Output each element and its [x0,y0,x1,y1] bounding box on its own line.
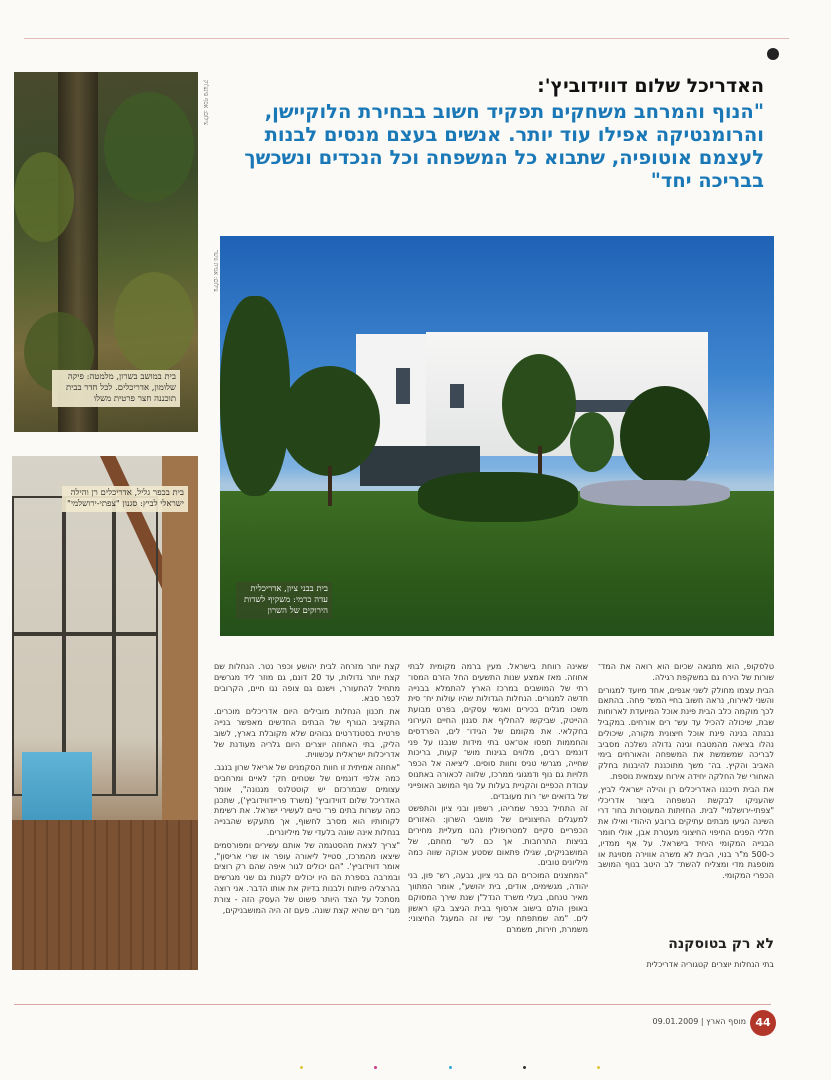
paragraph: "צריך לצאת מהסטגמה של אותם עשירים ומפורסמים שיצאו מהמרכז, סטייל ליאורה עופר או שרי אריסון", אומר דווידוביץ'. "הם יכולים לגור איפה שהם רק רוצים ובמרבה בספרת הם היו יכולים לקנות גם שני מגרשים בהרצליה פיתוח ולבנות בדיוק את אותו הדבר. אני רוצה מסתכל על הצד היותר פשוט של העסק הזה - צורת מגו־ רים שהיא קצת שונה. פעם זה היה המושבניקים, [214,840,400,915]
interior-photo [12,456,198,970]
tree [502,354,576,454]
paragraph: קצת יותר מזרחה לבית יהושע וכפר נטר. הנחלות שם קצת יותר גדולות, עד 20 דונם, גם מוזר ליד מגרשים מתחיל להתעורר, וישנם גם צופה נגו חיים, הקרובים לכפר סבא. [214,662,400,704]
main-house-photo [220,236,774,636]
bottom-rule [14,1004,771,1005]
lavender-bed [580,480,730,506]
registration-dot [597,1066,600,1069]
window-transom [12,632,158,636]
tree [570,412,614,472]
hedge [418,472,578,522]
tree [280,366,380,476]
house-window [396,368,410,404]
registration-dot [300,1066,303,1069]
headline-byline: האדריכל שלום דווידוביץ': [537,75,764,97]
section-subhead: לא רק בטוסקנה [668,936,774,952]
main-photo-caption: בית בבני ציון, אדריכלית עדה כרמי: משקיף לשדות הירוקים של השרון [236,582,332,619]
house-window [450,384,464,408]
body-column-right-continued [598,960,774,974]
body-column-right [598,662,774,944]
paragraph: את תכנון הנחלות מובילים היום אדריכלים מוכרים. התקציב הגורף של הבתים החדשים מאפשר בנייה פרטית בסטנדרטים גבוהים שלא מקובלת בארץ, לשוב הליק, בתי האחוזה יוצרים היום גלריה מעודנת של אדריכלות ישראלית עכשווית. [214,707,400,760]
paragraph: טלסקופ, הוא מתגאה שכיום הוא רואה את המד־ שורות של הירח גם במשקפת רגילה. [598,662,774,682]
foliage [104,92,194,202]
tree-stem [328,466,332,506]
paragraph: "המחצנים המוכרים הם בני ציון, גבעה, רש־ פון, בני יהודה, מגשימים, אודים, בית יהושע", אומר המתווך מאיר טנחם, בעלי משרד הנדל"ן שנת שירך המסוקם באופן הולם בישוב ארסוף בבית הגיצב בקו ראשון לים. "מה שמתפתח עכ־ שיו זה המעגל החיצוני: משמרת, חירות, משמרם [408,871,588,935]
foliage [14,152,74,242]
section-marker-icon [767,48,779,60]
body-column-middle [408,662,588,972]
foliage [114,272,194,372]
registration-dot [449,1066,452,1069]
garden-photo-credit: צילום: אסף פינצ'וק [202,80,209,125]
tree [620,386,710,486]
paragraph: הבית עצמו מחולק לשני אגפים, אחד מיועד למגורים והשני לאירוח, נראה חשוב בחיי המש־ פחה. בהתאם לכך מוקמה כלב הבית פינת אוכל המיועדת לארוחות שבת, שיכולה להכיל עד עש־ רים אורחים. במקביל נבנתה בנינה פינת אוכל חיצונית מקורה, שיכולים נהלו בציאה מהמטבח וגינה גדולה נשלכה מסביב לבריכה שמשמשת את המשפחה והאורחים בימי האביב והקיץ. בה־ משך מתוכננת להיבנות בחלק האחורי של החלקה יחידה אירוח עצמאית נוספת. [598,685,774,781]
body-column-left [214,662,400,972]
footer-section-date: מוסף הארץ | 09.01.2009 [652,1017,746,1026]
window-mullion [112,496,116,796]
paragraph: זה התחיל בכפר שמריהו, רשפון ובני ציון והתפשט למעגלים החיצוניים של מושבי השרון: האזורים הכפריים סקיים למטרופולין נהנו מעליית מחירים בניצות התרחבות. אך כם לש־ מחתם, של המושבניקים, שגילו פתאום שסטע אכוקה שווה כמה מיליונים טובים. [408,804,588,868]
top-rule [24,38,789,39]
wooden-deck [12,820,198,970]
article-headline [204,74,764,192]
paragraph: בתי הנחלות יוצרים קטגוריה אדריכלית [646,960,774,969]
registration-dot [374,1066,377,1069]
window-mullion [62,496,66,796]
interior-photo-caption: בית בכפר גליל, אדריכלים רן והילה ישראלי לביץ: סגנון "צפתי-ירושלמי" [62,486,188,512]
paragraph: "אחוזה אמיתית זו חוות הסקמנים של אריאל שרון בנגב. כמה אלפי דונמים של שטחים חק־ לאיים ומרחבים עצומים שבמרכזם יש קוטטלנס מגנונה", אומר האדריכל שלום דווידוביץ' (משרד פריידווידוביץ'), שתכנן כמה עשרות בתים פר־ טיים לעשירי ישראל. את רשימת לקוחותיו הוא מסרב לחשוף, אך מתעקש שהבנייה בנחלות אינה שונה בלעדי של מיליונרים. [214,763,400,837]
window-frame [12,496,158,796]
print-registration-marks [300,1066,600,1070]
headline-quote: "הנוף והמרחב משחקים תפקיד חשוב בבחירת הלוקיישן, והרומנטיקה אפילו עוד יותר. אנשים בעצם מנסים לבנות לעצמם אוטופיה, שתבוא כל המשפחה וכל הנכדים ונשכשך בבריכה יחד" [244,100,764,192]
paragraph: שאינה רווחת בישראל. מעין ברמה מקומית לבתי אחוזה. מאז אמצע שנות התשעים החל הזרם המסו־ רתי של המושבים במרכז הארץ להתמלא בבנייה חדשה למגורים. הנחלות הגדולות שהיו עולות יח־ סית משכו מגלים בכירים ואנשי עסקים, בפרט מבועת ההייטק, שביקשו להחליף את סגנון החיים העירוני בחקלאי. את מקומם של הגידו־ לים, הפרדסים והחממות תפסו אט־אט בתי מידות שנבנו על פני דונמים רבים, מלווים בגינות מוש־ קעות, בריכות שחייה, מגרשי טניס וחוות סוסים. ליציאה אל הכפר תלויות גם נוף ודמגוגי ממרכז, שלווה לכאורה באתנוס עבודת הכפיים והקניית בעלות על נוף המושב האופייני של בדואים יש־ רות מעובדים. [408,662,588,801]
tree [220,296,290,496]
registration-dot [523,1066,526,1069]
paragraph: את הבית תיכננו האדריכלים רן והילה ישראלי לביץ, שהעניקו לבקשת הנשפחה ביצור אדריכלי "צפתי-ירושלמי" לבית. החזיתות המעוטרות בחו־ דרי השינה הגיעו מבתים עתיקים ברובע היהודי ואילו את חללי הפנים החיפוי החיצוני מעטרת אבן, אולי חומר הבנייה המקומי היחיד בישראל. על אף ממדיו, כ-500 מ"ר בנוי, הבית לא משרה אווירה מסויגת או מוספגת מדי ומצליח להשת־ לב היטב בנוף המושב הכפרי המקומי. [598,784,774,881]
page-number-badge: 44 [750,1010,776,1036]
garden-photo-caption: בית במושב בשרון, מלמטה: פיקה שלומון, אדריכלים. לכל חדר בבית תוכננה חצר פרטית משלו [52,370,180,407]
main-photo-credit: צילום: אמית גושר [212,250,219,292]
